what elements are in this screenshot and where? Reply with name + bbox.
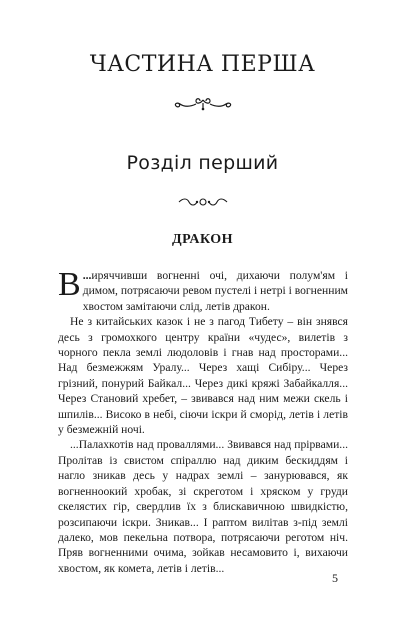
drop-cap: В <box>58 266 81 303</box>
paragraph-2: Не з китайських казок і не з пагод Тибету – він знявся десь з громохкого центру країни «чудес», вилетів з чорного пекла землі людоловів і гнав над просторами... Над безмежжям Уралу... Через хащі Сибіру... Через грізний, понурий Байкал... Через дикі кряжі Забайкалля... Через Становий хребет, – звивався над ним межи скель і шпилів... Високо в небі, сіючи іскри й сморід, летів і летів у безмежній ночі. <box>58 315 348 437</box>
page-number: 5 <box>332 571 338 585</box>
part-title: ЧАСТИНА ПЕРША <box>89 52 316 77</box>
paragraph-text: иряччивши вогненні очі, дихаючи полум'ям і димом, потрясаючи ревом пустелі і нетрі і вогненним хвостом замітаючи слід, летів дракон. <box>82 269 348 313</box>
body-text <box>58 268 348 576</box>
chapter-title: Розділ перший <box>126 152 279 174</box>
paragraph-3: ...Палахкотів над проваллями... Звивався над прірвами... Пролітав із свистом спіраллю над диким бескиддям і нагло зникав десь у надрах землі – занурювався, як вогненноокий хробак, зі скреготом і хряском у груди скелястих гір, свердлив їх з блискавичною швидкістю, розсипаючи іскри. Зникав... І раптом вилітав з-під землі далеко, мов пекельна потвора, потрясаючи реготом ніч. Пряв вогненними очима, зойкав несамовито і, вихаючи хвостом, як комета, летів і летів... <box>58 438 348 575</box>
scroll-flourish-small-icon <box>177 196 229 208</box>
scroll-flourish-icon <box>172 97 234 111</box>
lead-ellipsis: ... <box>82 269 92 282</box>
paragraph-1 <box>58 268 348 314</box>
section-title: ДРАКОН <box>171 232 234 247</box>
